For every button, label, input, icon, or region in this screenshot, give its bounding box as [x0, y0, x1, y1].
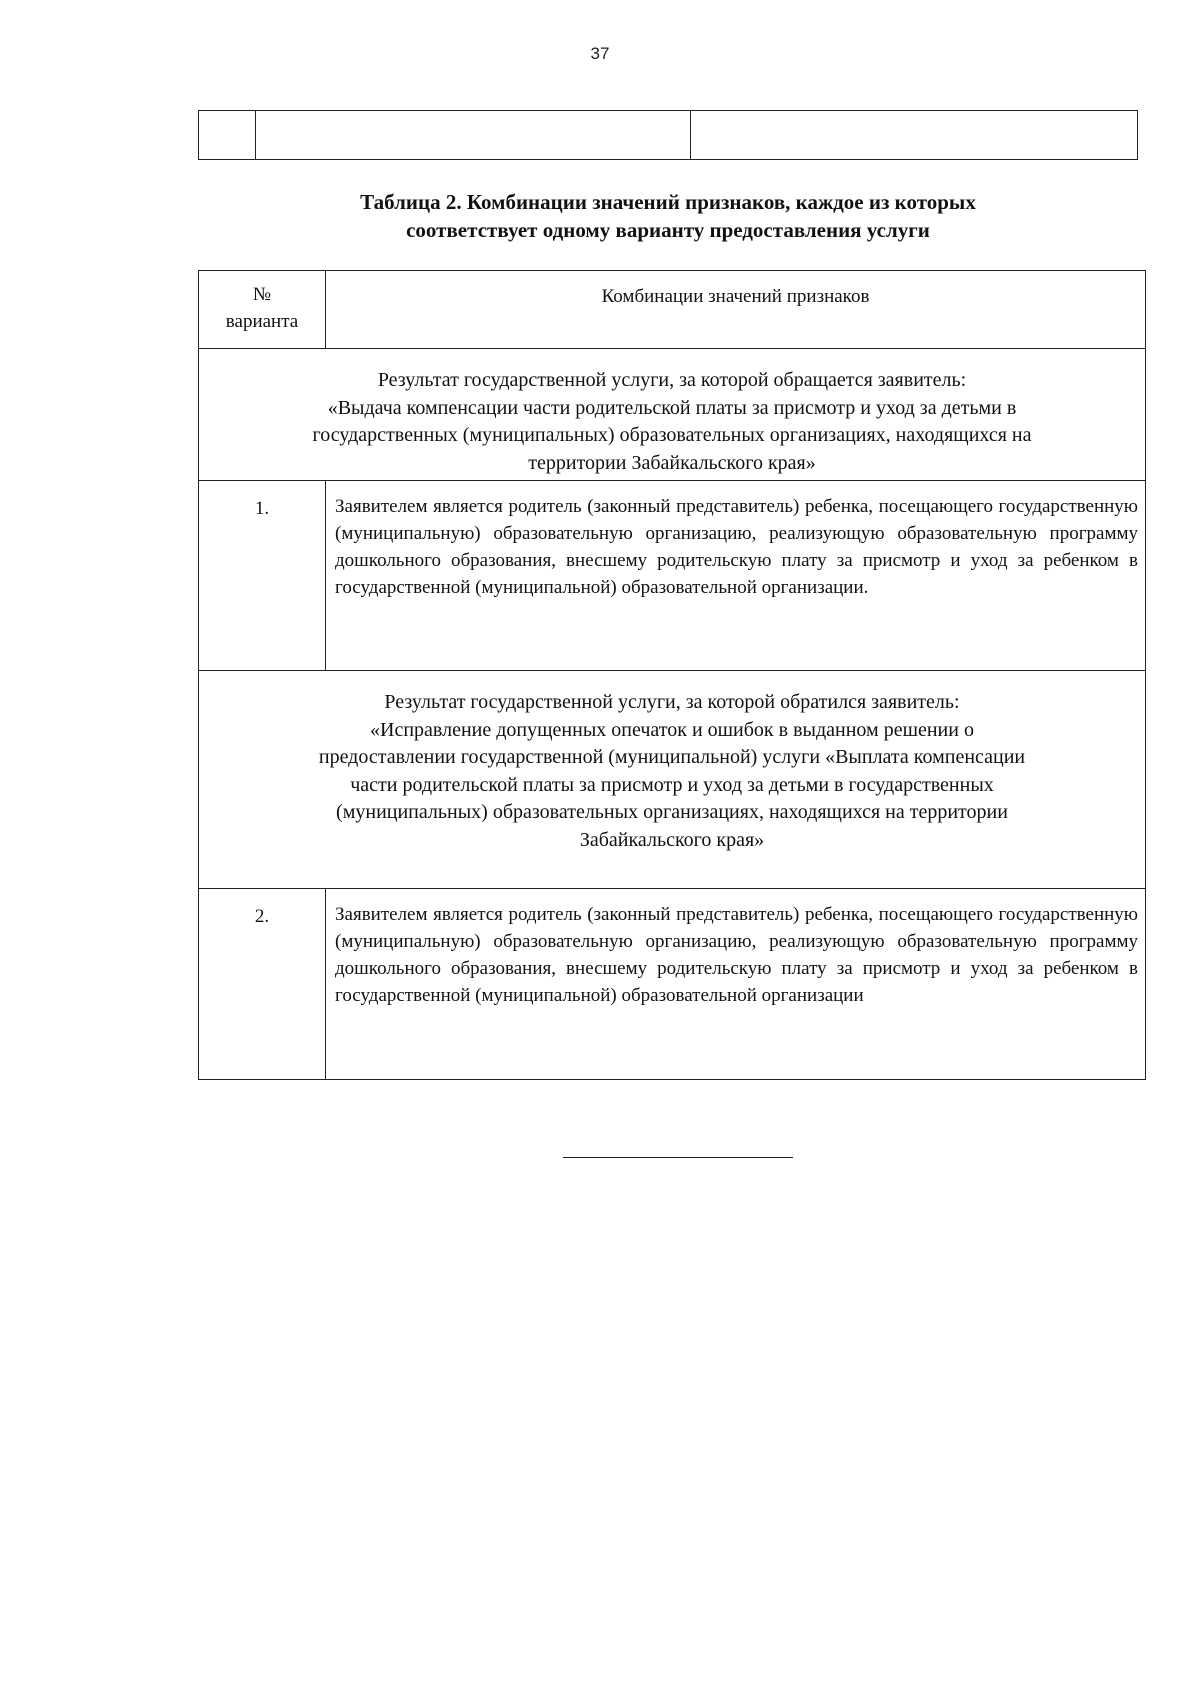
section-line: Забайкальского края» [579, 828, 765, 851]
section-line: Результат государственной услуги, за которой обратился заявитель: [384, 691, 960, 713]
section-line: части родительской платы за присмотр и уход за детьми в государственных [350, 773, 994, 796]
section-result-1 [199, 349, 1145, 481]
section-text [239, 689, 1105, 888]
table-title [198, 188, 1138, 244]
end-divider-line [563, 1157, 793, 1158]
section-line: государственных (муниципальных) образовательных организациях, находящихся на [312, 424, 1032, 446]
page-number: 37 [590, 44, 610, 63]
variant-number: 2. [199, 889, 326, 1079]
variants-table [198, 270, 1146, 1080]
section-line: «Выдача компенсации части родительской платы за присмотр и уход за детьми в [327, 396, 1017, 419]
header-num-symbol: № [252, 284, 272, 305]
header-combinations: Комбинации значений признаков [601, 286, 870, 307]
section-line: (муниципальных) образовательных организациях, находящихся на территории [336, 801, 1008, 823]
variant-description [326, 889, 1145, 1079]
variant-row [199, 889, 1145, 1079]
header-num-label: варианта [225, 311, 299, 332]
section-result-2 [199, 671, 1145, 889]
section-line: территории Забайкальского края» [528, 451, 816, 474]
variant-row [199, 481, 1145, 671]
variant-number: 1. [199, 481, 326, 670]
continued-table-fragment [198, 110, 1138, 160]
table-title-line: Таблица 2. Комбинации значений признаков, каждое из которых [360, 190, 976, 214]
header-variant-number [199, 271, 326, 348]
variant-text: Заявителем является родитель (законный представитель) ребенка, посещающего государственную (муниципальную) образовательную организацию, реализующую образовательную программу дошкольного образования, внесшему родительскую плату за присмотр и уход за ребенком в государственной (муниципальной) образовательной организации. [335, 496, 1138, 598]
table-divider [690, 111, 691, 159]
variant-text: Заявителем является родитель (законный представитель) ребенка, посещающего государственную (муниципальную) образовательную организацию, реализующую образовательную программу дошкольного образования, внесшему родительскую плату за присмотр и уход за ребенком в государственной (муниципальной) образовательной организации [335, 904, 1138, 1006]
table-divider [255, 111, 256, 159]
variant-description [326, 481, 1145, 670]
section-text [219, 367, 1125, 480]
section-line: Результат государственной услуги, за которой обращается заявитель: [377, 369, 967, 391]
section-line: предоставлении государственной (муниципальной) услуги «Выплата компенсации [318, 746, 1026, 768]
section-line: «Исправление допущенных опечаток и ошибок в выданном решении о [370, 718, 974, 741]
table-title-line: соответствует одному варианту предоставления услуги [406, 218, 930, 242]
table-header-row [199, 271, 1145, 349]
